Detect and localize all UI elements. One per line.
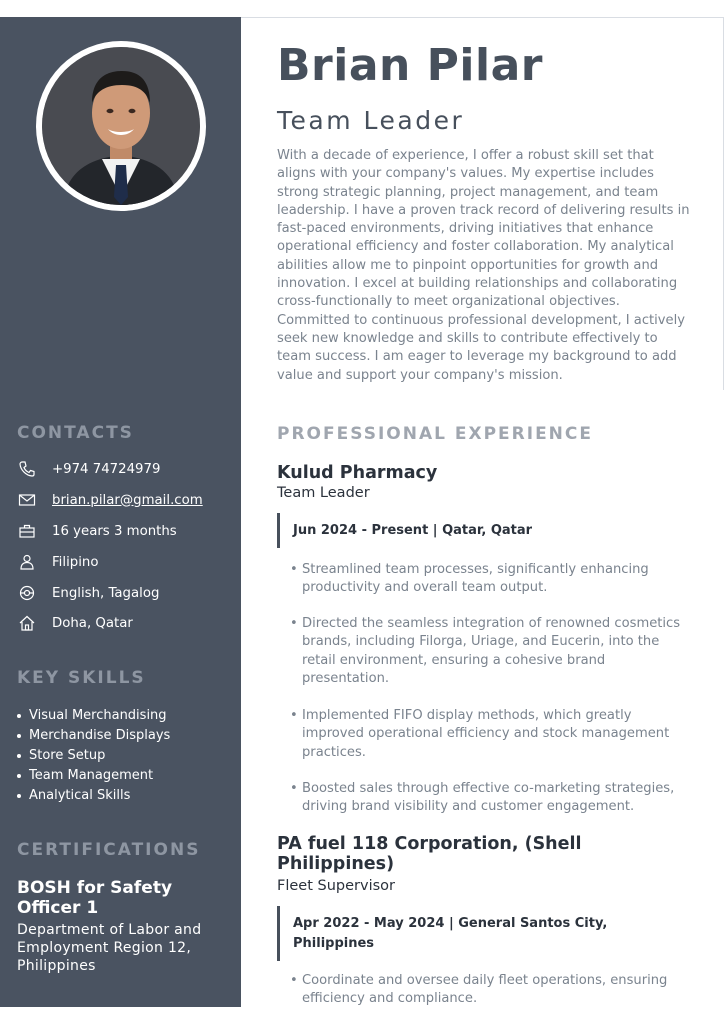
- mail-icon: [17, 490, 37, 510]
- profile-summary: With a decade of experience, I offer a robust skill set that aligns with your company's values. My expertise includes strong strategic planning, project management, and team leadership. I have a proven track record of delivering results in fast-paced environments, driving initiatives that enhance operational efficiency and foster collaboration. My analytical abilities allow me to pinpoint opportunities for growth and innovation. I excel at building relationships and collaborating cross-functionally to meet organizational objectives. Committed to continuous professional development, I actively seek new knowledge and skills to contribute effectively to team success. I am eager to leverage my background to add value and support your company's mission.: [277, 148, 690, 383]
- email-link[interactable]: brian.pilar@gmail.com: [52, 492, 203, 508]
- contact-email: [17, 489, 232, 511]
- skill-item: Team Management: [17, 766, 170, 786]
- job-dates-text: Apr 2022 - May 2024 | General Santos City, Philippines: [293, 915, 608, 951]
- contact-phone: [17, 458, 232, 480]
- profile-photo: [36, 41, 206, 211]
- job-company: Kulud Pharmacy: [277, 463, 438, 483]
- skill-item: Store Setup: [17, 746, 170, 766]
- contact-location: [17, 612, 232, 634]
- contact-experience: [17, 520, 232, 542]
- person-icon: [17, 552, 37, 572]
- job-dates-text: Jun 2024 - Present | Qatar, Qatar: [293, 522, 533, 538]
- nationality-text: Filipino: [52, 554, 99, 570]
- candidate-name: Brian Pilar: [277, 40, 543, 91]
- candidate-title: Team Leader: [277, 106, 465, 135]
- certifications-heading: CERTIFICATIONS: [17, 840, 201, 860]
- job-bullet: • Streamlined team processes, significantly enhancing productivity and overall team output.: [290, 561, 690, 598]
- skill-item: Analytical Skills: [17, 786, 170, 806]
- skills-list: [17, 706, 170, 806]
- phone-text: +974 74724979: [52, 461, 161, 477]
- briefcase-icon: [17, 521, 37, 541]
- location-text: Doha, Qatar: [52, 615, 133, 631]
- job-position: Fleet Supervisor: [277, 878, 395, 894]
- certification-title: BOSH for Safety Officer 1: [17, 878, 173, 918]
- home-icon: [17, 613, 37, 633]
- avatar: [42, 47, 200, 205]
- certification-issuer: Department of Labor and Employment Region 12, Philippines: [17, 922, 202, 974]
- job-bullet: • Directed the seamless integration of renowned cosmetics brands, including Filorga, Uriage, and Eucerin, into the retail environment, ensuring a cohesive brand presentation.: [290, 615, 690, 688]
- contact-nationality: [17, 551, 232, 573]
- job-position: Team Leader: [277, 485, 370, 501]
- experience-text: 16 years 3 months: [52, 523, 177, 539]
- job-company: PA fuel 118 Corporation, (Shell Philippines): [277, 834, 582, 874]
- job-bullet: • Coordinate and oversee daily fleet operations, ensuring efficiency and compliance.: [290, 972, 690, 1009]
- contacts-heading: CONTACTS: [17, 423, 134, 443]
- job-bullet: • Boosted sales through effective co-marketing strategies, driving brand visibility and customer engagement.: [290, 780, 690, 817]
- job-dates: [277, 513, 657, 548]
- job-dates: [277, 906, 657, 961]
- skill-item: Merchandise Displays: [17, 726, 170, 746]
- experience-heading: PROFESSIONAL EXPERIENCE: [277, 424, 593, 444]
- skill-item: Visual Merchandising: [17, 706, 170, 726]
- job-bullet: • Implemented FIFO display methods, which greatly improved operational efficiency and stock management practices.: [290, 707, 690, 762]
- contact-languages: [17, 582, 232, 604]
- phone-icon: [17, 459, 37, 479]
- languages-text: English, Tagalog: [52, 585, 160, 601]
- language-icon: [17, 583, 37, 603]
- page-top-margin: [0, 0, 724, 17]
- skills-heading: KEY SKILLS: [17, 668, 146, 688]
